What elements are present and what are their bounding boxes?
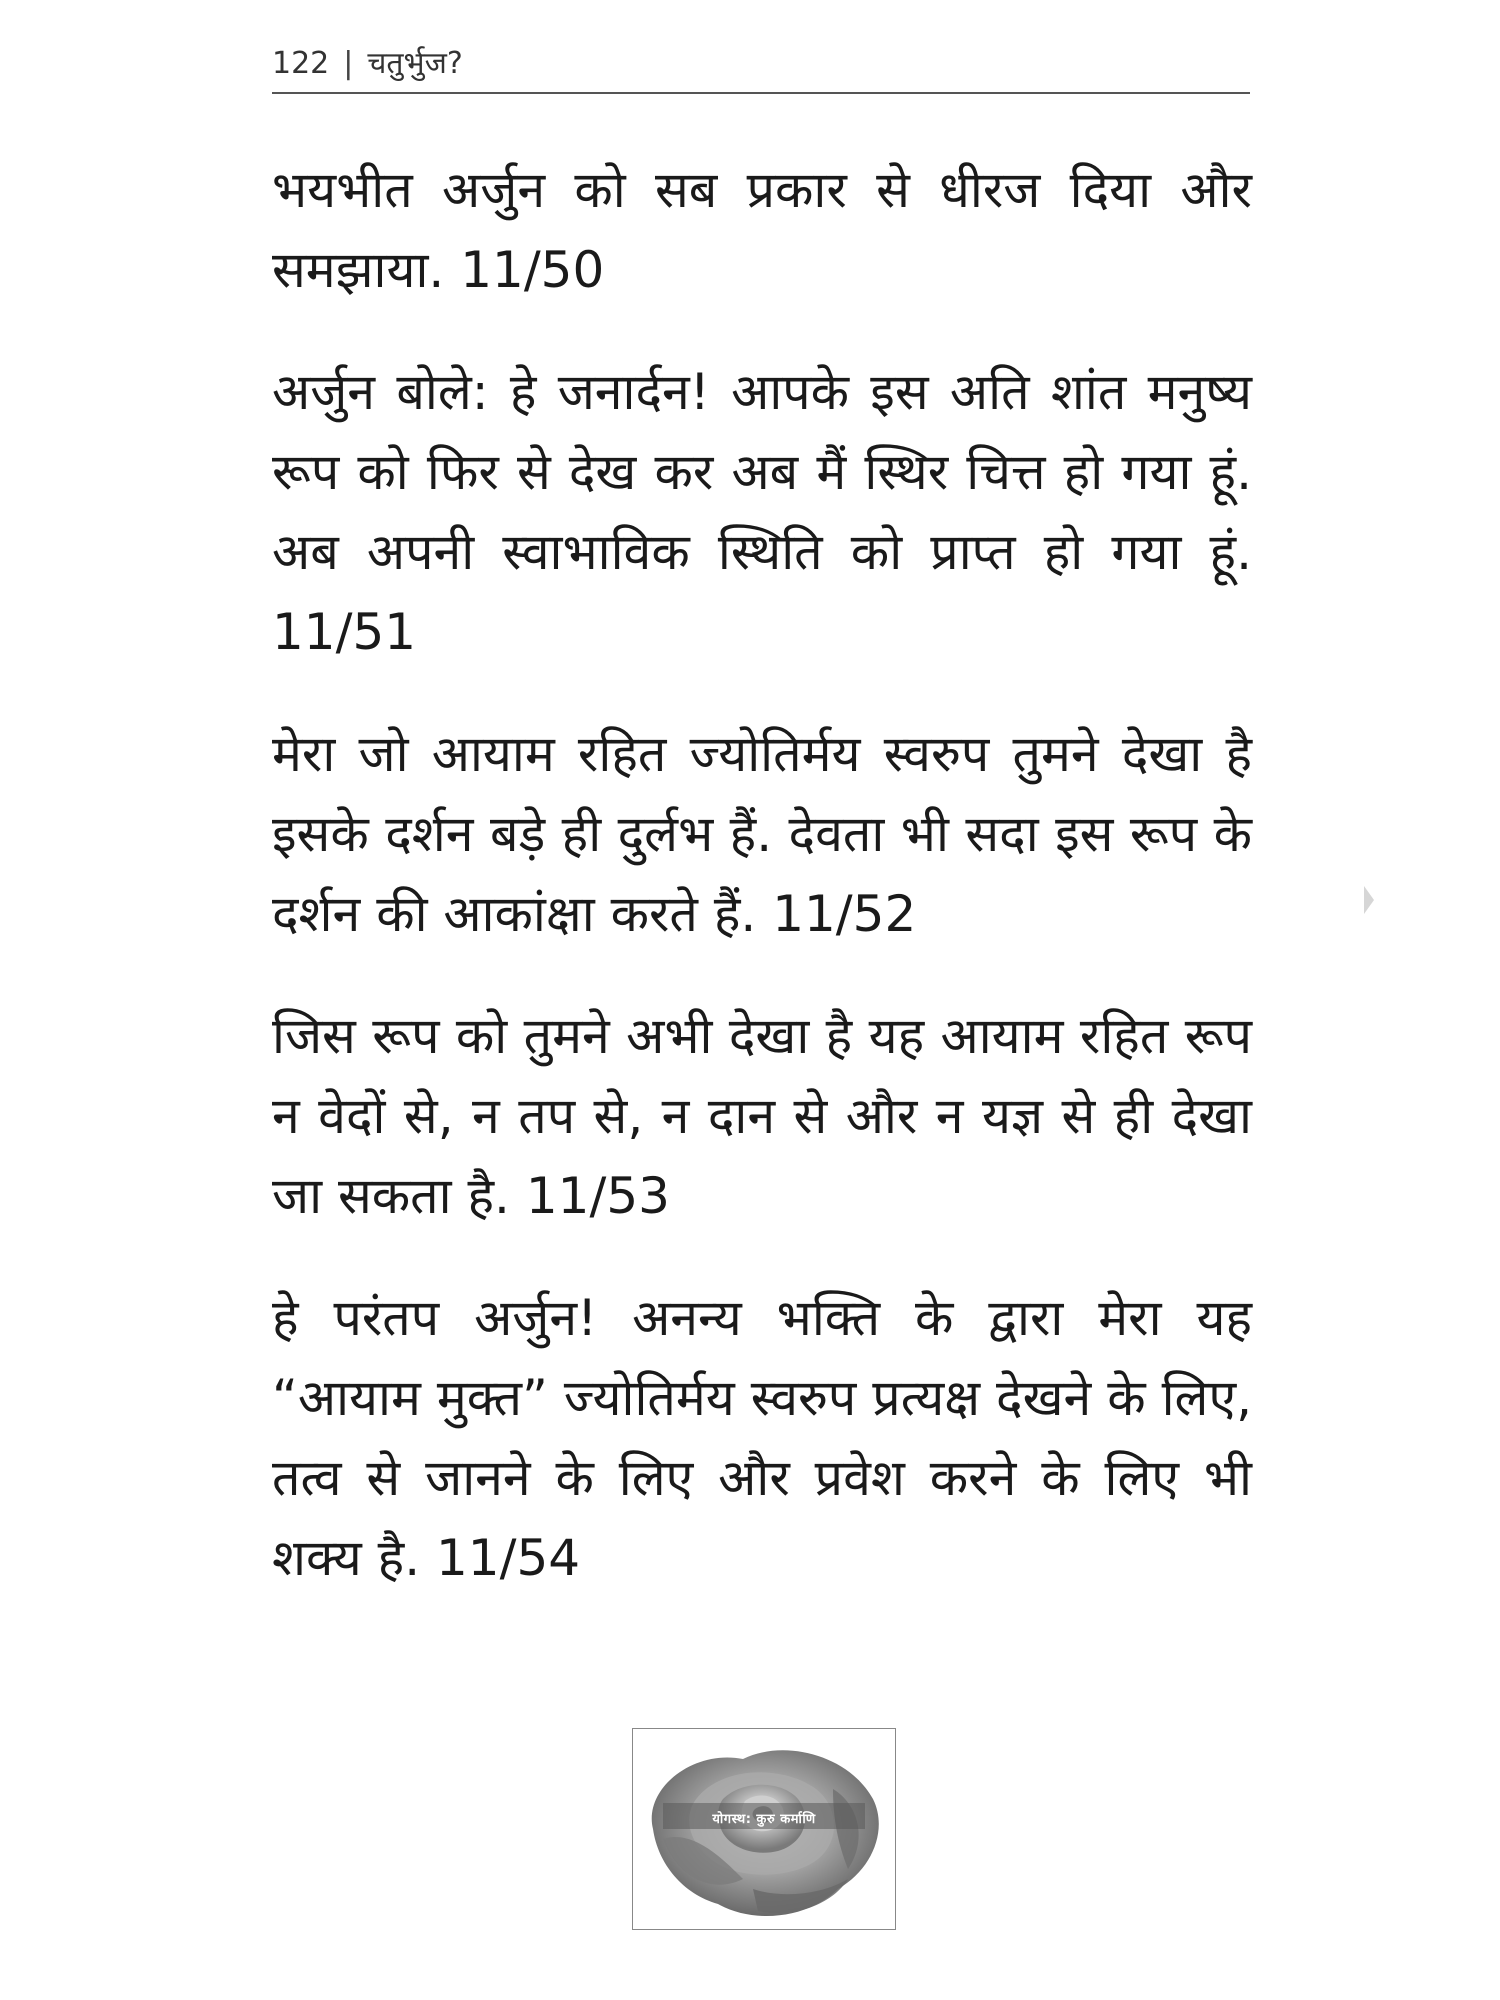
- verse-reference: 11/53: [525, 1167, 670, 1225]
- header-rule: [272, 92, 1250, 94]
- verse-reference: 11/54: [436, 1529, 581, 1587]
- verse-paragraph: [272, 352, 1252, 672]
- verse-reference: 11/50: [460, 241, 605, 299]
- verse-reference: 11/52: [772, 885, 917, 943]
- page-edge-marker: [1364, 886, 1374, 914]
- verse-text: मेरा जो आयाम रहित ज्योतिर्मय स्वरुप तुमने देखा है इसके दर्शन बड़े ही दुर्लभ हैं. देवता भी सदा इस रूप के दर्शन की आकांक्षा करते हैं.: [272, 725, 1252, 943]
- header-separator: |: [343, 46, 354, 81]
- verse-text: हे परंतप अर्जुन! अनन्य भक्ति के द्वारा मेरा यह “आयाम मुक्त” ज्योतिर्मय स्वरुप प्रत्यक्ष देखने के लिए, तत्व से जानने के लिए और प्रवेश करने के लिए भी शक्य है.: [272, 1289, 1252, 1587]
- chapter-title: चतुर्भुज?: [367, 46, 463, 81]
- running-header: [272, 38, 1252, 90]
- verse-text: अर्जुन बोले: हे जनार्दन! आपके इस अति शांत मनुष्य रूप को फिर से देख कर अब मैं स्थिर चित्त हो गया हूं. अब अपनी स्वाभाविक स्थिति को प्राप्त हो गया हूं.: [272, 363, 1252, 581]
- verse-paragraph: [272, 150, 1252, 310]
- rose-icon: [633, 1729, 895, 1929]
- verse-reference: 11/51: [272, 603, 417, 661]
- verse-text: जिस रूप को तुमने अभी देखा है यह आयाम रहित रूप न वेदों से, न तप से, न दान से और न यज्ञ से ही देखा जा सकता है.: [272, 1007, 1252, 1225]
- verse-paragraph: [272, 714, 1252, 954]
- verse-list: [272, 150, 1252, 1640]
- verse-paragraph: [272, 996, 1252, 1236]
- rose-emblem: [632, 1728, 896, 1930]
- verse-paragraph: [272, 1278, 1252, 1598]
- emblem-motto: योगस्थ: कुरु कर्माणि: [712, 1812, 816, 1827]
- page-number: 122: [272, 46, 330, 81]
- verse-text: भयभीत अर्जुन को सब प्रकार से धीरज दिया और समझाया.: [272, 161, 1252, 299]
